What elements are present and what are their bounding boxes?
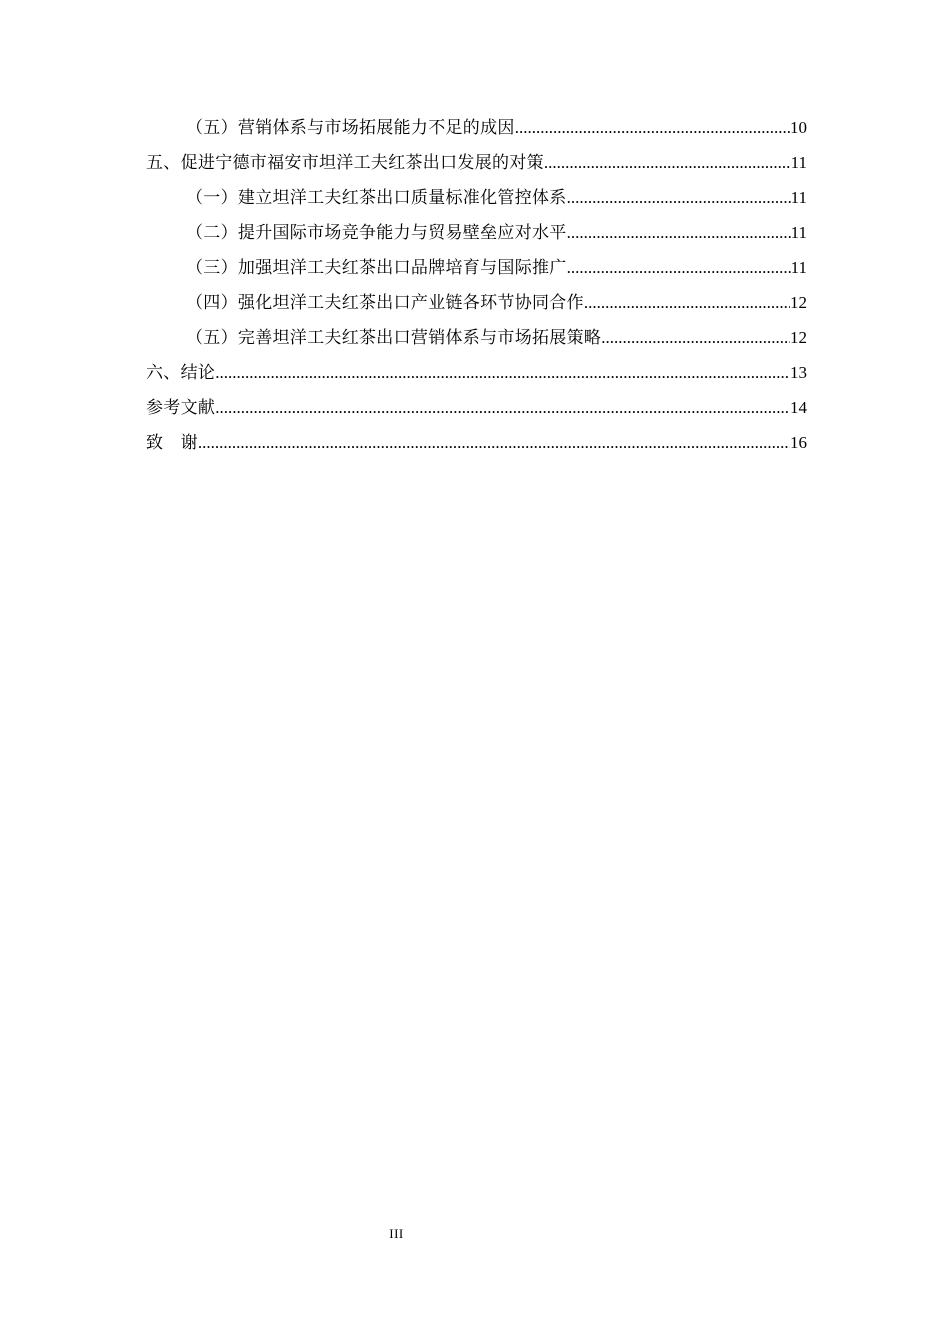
toc-dot-leader <box>584 285 790 320</box>
toc-entry-page: 11 <box>790 223 807 242</box>
toc-dot-leader <box>567 250 791 285</box>
toc-entry-title: （五）完善坦洋工夫红茶出口营销体系与市场拓展策略 <box>186 328 602 347</box>
toc-entry[interactable] <box>146 320 807 355</box>
toc-entry-title: 五、促进宁德市福安市坦洋工夫红茶出口发展的对策 <box>146 153 544 172</box>
toc-entry-title: 六、结论 <box>146 363 216 382</box>
toc-entry-title: （三）加强坦洋工夫红茶出口品牌培育与国际推广 <box>186 258 567 277</box>
toc-entry[interactable] <box>146 215 807 250</box>
toc-entry-title: 致 谢 <box>146 433 198 452</box>
toc-entry[interactable] <box>146 250 807 285</box>
toc-dot-leader <box>215 355 790 390</box>
toc-dot-leader <box>198 425 790 460</box>
toc-entry-page: 11 <box>790 258 807 277</box>
toc-entry-page: 11 <box>790 188 807 207</box>
toc-dot-leader <box>567 180 791 215</box>
table-of-contents <box>146 110 807 460</box>
toc-dot-leader <box>601 320 790 355</box>
toc-entry-title: （二）提升国际市场竞争能力与贸易壁垒应对水平 <box>186 223 567 242</box>
toc-entry-page: 12 <box>790 293 807 312</box>
page-number: III <box>389 1226 404 1241</box>
toc-entry[interactable] <box>146 425 807 460</box>
toc-entry-page: 16 <box>790 433 807 452</box>
toc-entry-title: 参考文献 <box>146 398 216 417</box>
toc-entry[interactable] <box>146 390 807 425</box>
toc-entry-title: （五）营销体系与市场拓展能力不足的成因 <box>186 118 515 137</box>
toc-dot-leader <box>567 215 791 250</box>
toc-dot-leader <box>215 390 790 425</box>
toc-dot-leader <box>515 110 790 145</box>
toc-entry-page: 12 <box>790 328 807 347</box>
toc-entry-title: （四）强化坦洋工夫红茶出口产业链各环节协同合作 <box>186 293 584 312</box>
toc-entry[interactable] <box>146 145 807 180</box>
toc-entry[interactable] <box>146 285 807 320</box>
toc-entry-page: 10 <box>790 118 807 137</box>
toc-entry[interactable] <box>146 110 807 145</box>
toc-entry[interactable] <box>146 355 807 390</box>
toc-dot-leader <box>544 145 791 180</box>
toc-entry[interactable] <box>146 180 807 215</box>
toc-entry-page: 13 <box>790 363 807 382</box>
toc-entry-page: 11 <box>790 153 807 172</box>
toc-entry-title: （一）建立坦洋工夫红茶出口质量标准化管控体系 <box>186 188 567 207</box>
toc-entry-page: 14 <box>790 398 807 417</box>
